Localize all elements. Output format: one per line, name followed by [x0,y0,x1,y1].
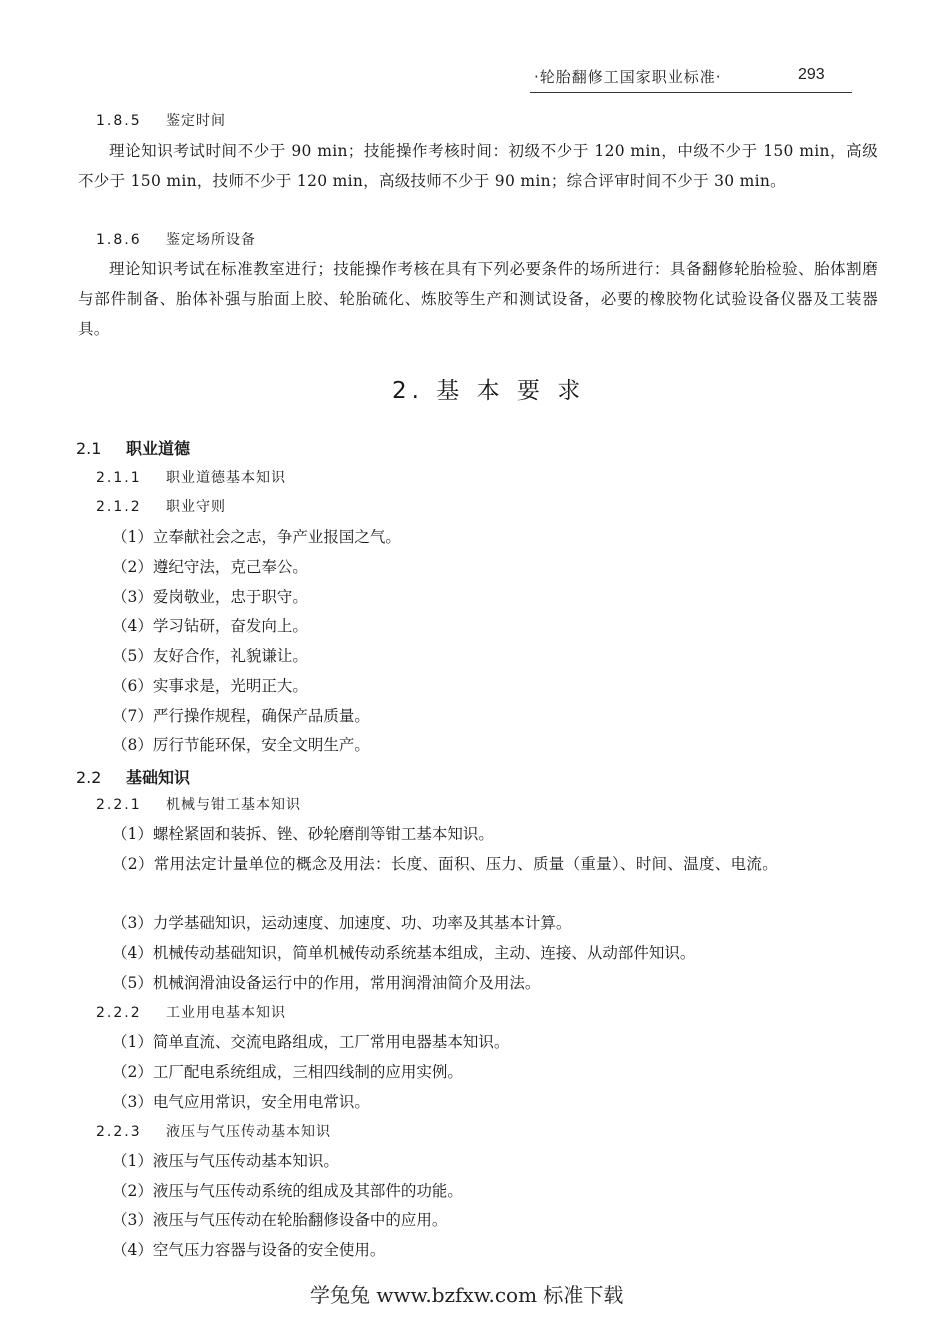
section-number: 2.2 [76,768,102,787]
list-item: （2）液压与气压传动系统的组成及其部件的功能。 [112,1182,463,1200]
section-title: 职业道德基本知识 [166,470,286,486]
list-item: （8）厉行节能环保，安全文明生产。 [112,736,370,754]
heading-2-1-2 [96,496,226,516]
section-number: 2.1.1 [96,470,142,486]
running-title: ·轮胎翻修工国家职业标准· [534,68,722,86]
section-number: 2.2.3 [96,1124,142,1140]
chapter-title: 2. 基 本 要 求 [392,378,586,404]
paragraph-1-8-6: 理论知识考试在标准教室进行；技能操作考核在具有下列必要条件的场所进行：具备翻修轮胎检验、胎体割磨与部件制备、胎体补强与胎面上胶、轮胎硫化、炼胶等生产和测试设备，必要的橡胶物化试验设备仪器及工装器具。 [78,260,878,338]
footer-watermark: 学兔兔 www.bzfxw.com 标准下载 [310,1283,624,1307]
list-item: （4）空气压力容器与设备的安全使用。 [112,1241,386,1259]
heading-2-2-2 [96,1002,286,1022]
section-title: 液压与气压传动基本知识 [166,1124,331,1140]
list-item: （4）机械传动基础知识，简单机械传动系统基本组成，主动、连接、从动部件知识。 [112,944,696,962]
list-item: （1）螺栓紧固和装拆、锉、砂轮磨削等钳工基本知识。 [112,825,494,843]
list-item: （5）机械润滑油设备运行中的作用，常用润滑油简介及用法。 [112,974,541,992]
heading-1-8-5 [96,110,226,130]
list-item: （3）爱岗敬业，忠于职守。 [112,588,308,606]
heading-2-2-1 [96,794,301,814]
list-item: （6）实事求是，光明正大。 [112,677,308,695]
page-number: 293 [798,66,825,83]
heading-2-2-3 [96,1121,331,1141]
list-item: （1）液压与气压传动基本知识。 [112,1152,339,1170]
section-number: 2.1.2 [96,499,142,515]
list-item: （2）常用法定计量单位的概念及用法：长度、面积、压力、质量（重量）、时间、温度、电流。 [112,855,779,873]
list-item: （1）简单直流、交流电路组成，工厂常用电器基本知识。 [112,1033,510,1051]
section-title: 鉴定时间 [166,113,226,129]
list-item: （3）液压与气压传动在轮胎翻修设备中的应用。 [112,1211,448,1229]
section-number: 2.1 [76,439,102,458]
section-number: 2.2.1 [96,797,142,813]
list-item: （3）力学基础知识，运动速度、加速度、功、功率及其基本计算。 [112,914,572,932]
section-title: 机械与钳工基本知识 [166,797,301,813]
list-item: （3）电气应用常识，安全用电常识。 [112,1093,370,1111]
heading-2-1-1 [96,467,286,487]
running-header [530,66,852,93]
list-item: （1）立奉献社会之志，争产业报国之气。 [112,528,401,546]
section-title: 基础知识 [126,768,191,787]
list-item: （2）工厂配电系统组成，三相四线制的应用实例。 [112,1063,463,1081]
paragraph-1-8-5: 理论知识考试时间不少于 90 min；技能操作考核时间：初级不少于 120 min，中级不少于 150 min，高级不少于 150 min，技师不少于 120 min，高级技师不少于 90 min；综合评审时间不少于 30 min。 [78,142,878,190]
list-item: （5）友好合作，礼貌谦让。 [112,647,308,665]
list-item: （7）严行操作规程，确保产品质量。 [112,707,370,725]
section-title: 鉴定场所设备 [166,232,256,248]
heading-2-2 [76,765,190,788]
heading-2-1 [76,436,190,459]
section-number: 1.8.6 [96,232,142,248]
section-title: 工业用电基本知识 [166,1005,286,1021]
list-item: （2）遵纪守法，克己奉公。 [112,558,308,576]
heading-1-8-6 [96,229,256,249]
section-title: 职业守则 [166,499,226,515]
section-number: 2.2.2 [96,1005,142,1021]
section-title: 职业道德 [126,439,191,458]
list-item: （4）学习钻研，奋发向上。 [112,617,308,635]
section-number: 1.8.5 [96,113,142,129]
